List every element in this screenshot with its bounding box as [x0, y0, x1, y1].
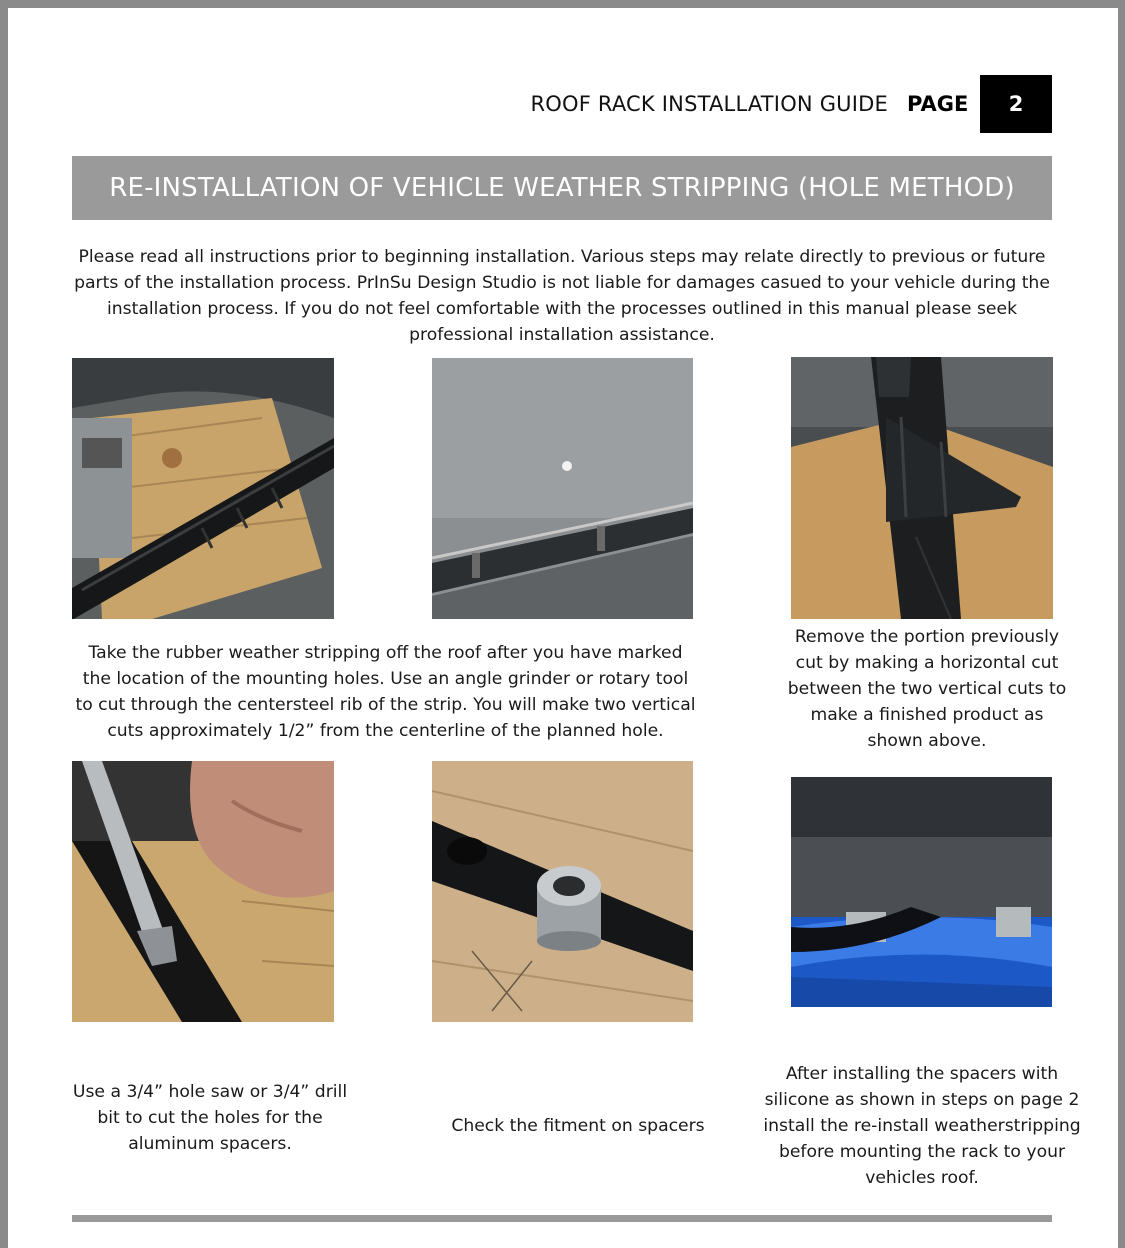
photo-drilling [72, 761, 334, 1022]
page-number-badge: 2 [980, 75, 1052, 133]
step-caption-6: After installing the spacers with silicone as shown in steps on page 2 install the re-install weatherstripping before mounting the rack to your vehicles roof. [763, 1064, 1081, 1188]
page-label: PAGE [907, 92, 969, 116]
photo-cut-portion [791, 357, 1053, 619]
guide-title: ROOF RACK INSTALLATION GUIDE [530, 92, 888, 116]
photo-roof-hole [432, 358, 693, 619]
photo-strip-cutting [72, 358, 334, 619]
intro-paragraph: Please read all instructions prior to beginning installation. Various steps may relate directly to previous or future parts of the installation process. PrInSu Design Studio is not liable for damages casued to your vehicle during the installation process. If you do not feel comfortable with the processes outlined in this manual please seek professional installation assistance. [74, 247, 1050, 345]
footer-divider [72, 1215, 1052, 1222]
step-caption-3: Remove the portion previously cut by making a horizontal cut between the two vertical cuts to make a finished product as shown above. [787, 627, 1067, 751]
photo-spacer-fitment [432, 761, 693, 1022]
section-banner: RE-INSTALLATION OF VEHICLE WEATHER STRIPPING (HOLE METHOD) [72, 156, 1052, 220]
step-caption-4: Use a 3/4” hole saw or 3/4” drill bit to cut the holes for the aluminum spacers. [72, 1082, 348, 1154]
step-caption-5: Check the fitment on spacers [451, 1116, 705, 1136]
photo-installed-spacers [791, 777, 1052, 1007]
step-caption-1: Take the rubber weather stripping off the roof after you have marked the location of the mounting holes. Use an angle grinder or rotary tool to cut through the centersteel rib of the strip. You will make two vertical cuts approximately 1/2” from the centerline of the planned hole. [75, 643, 696, 741]
